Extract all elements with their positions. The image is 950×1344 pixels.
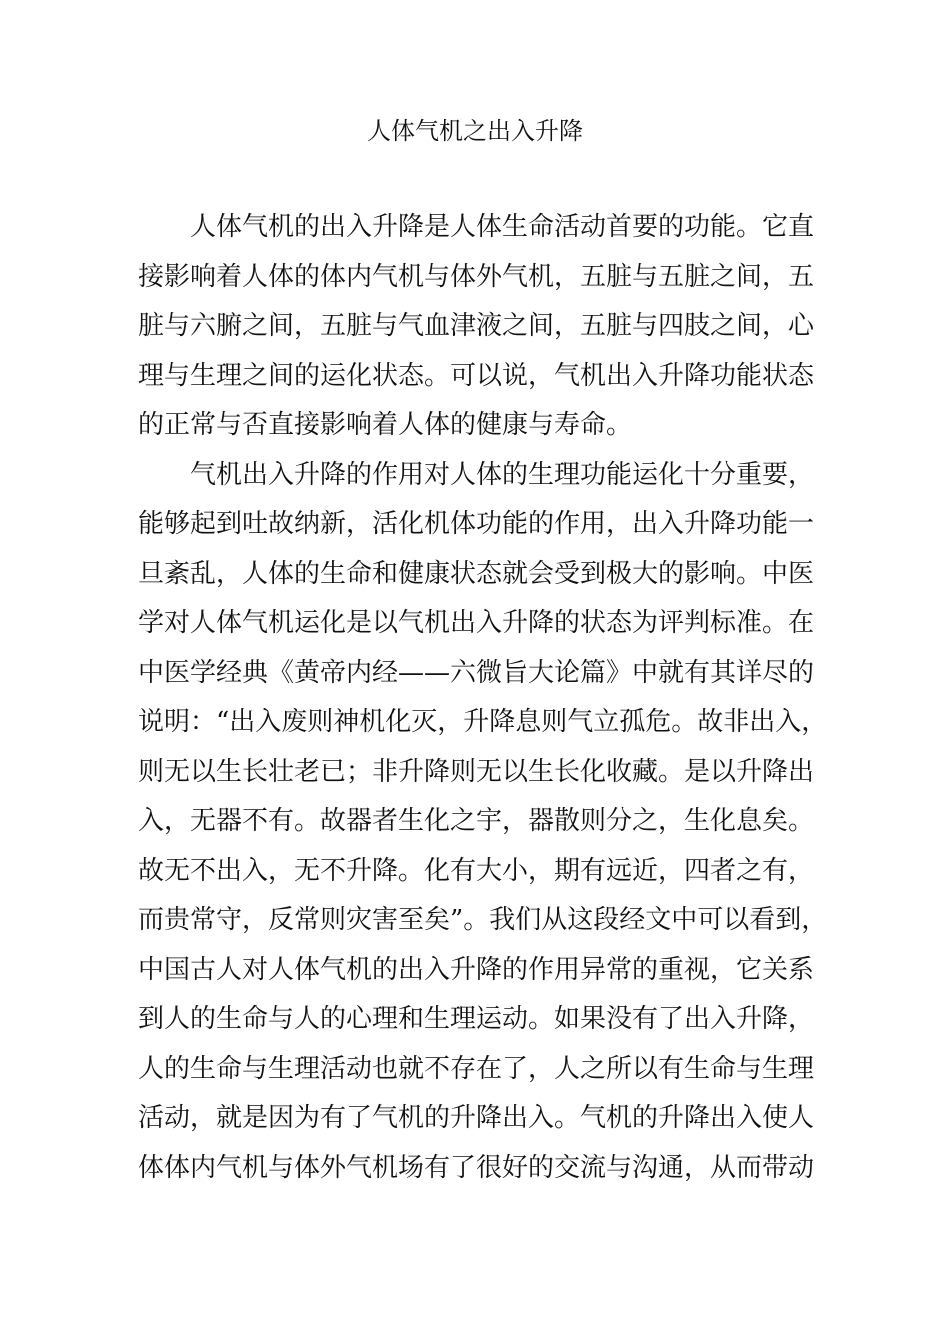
text-line: 中国古人对人体气机的出入升降的作用异常的重视，它关系 xyxy=(138,954,815,985)
text-line: 脏与六腑之间，五脏与气血津液之间，五脏与四肢之间，心 xyxy=(138,311,815,341)
text-line: 人的生命与生理活动也就不存在了，人之所以有生命与生理 xyxy=(138,1053,815,1084)
text-line: 活动，就是因为有了气机的升降出入。气机的升降出入使人 xyxy=(138,1103,815,1133)
paragraph-2 xyxy=(138,451,828,1194)
text-line: 入，无器不有。故器者生化之宇，器散则分之，生化息矣。 xyxy=(138,806,815,836)
text-line: 能够起到吐故纳新，活化机体功能的作用，出入升降功能一 xyxy=(138,509,815,539)
document-title: 人体气机之出入升降 xyxy=(367,117,583,145)
text-line: 而贵常守，反常则灾害至矣”。我们从这段经文中可以看到， xyxy=(138,905,828,935)
text-line: 到人的生命与人的心理和生理运动。如果没有了出入升降， xyxy=(138,1004,815,1034)
document-body xyxy=(138,203,828,1193)
text-line: 故无不出入，无不升降。化有大小，期有远近，四者之有， xyxy=(138,855,815,886)
text-line: 接影响着人体的体内气机与体外气机，五脏与五脏之间，五 xyxy=(138,261,815,292)
text-line: 理与生理之间的运化状态。可以说，气机出入升降功能状态 xyxy=(138,360,815,391)
text-line: 说明：“出入废则神机化灭，升降息则气立孤危。故非出入， xyxy=(138,707,828,737)
text-line: 中医学经典《黄帝内经——六微旨大论篇》中就有其详尽的 xyxy=(138,657,815,688)
text-line: 学对人体气机运化是以气机出入升降的状态为评判标准。在 xyxy=(138,608,815,638)
text-line: 的正常与否直接影响着人体的健康与寿命。 xyxy=(138,410,633,440)
text-line: 则无以生长壮老已；非升降则无以生长化收藏。是以升降出 xyxy=(138,756,815,787)
text-line: 体体内气机与体外气机场有了很好的交流与沟通，从而带动 xyxy=(138,1152,815,1183)
text-line: 气机出入升降的作用对人体的生理功能运化十分重要， xyxy=(190,459,815,490)
text-line: 旦紊乱，人体的生命和健康状态就会受到极大的影响。中医 xyxy=(138,558,815,589)
paragraph-1 xyxy=(138,203,818,451)
text-line: 人体气机的出入升降是人体生命活动首要的功能。它直 xyxy=(190,212,815,242)
